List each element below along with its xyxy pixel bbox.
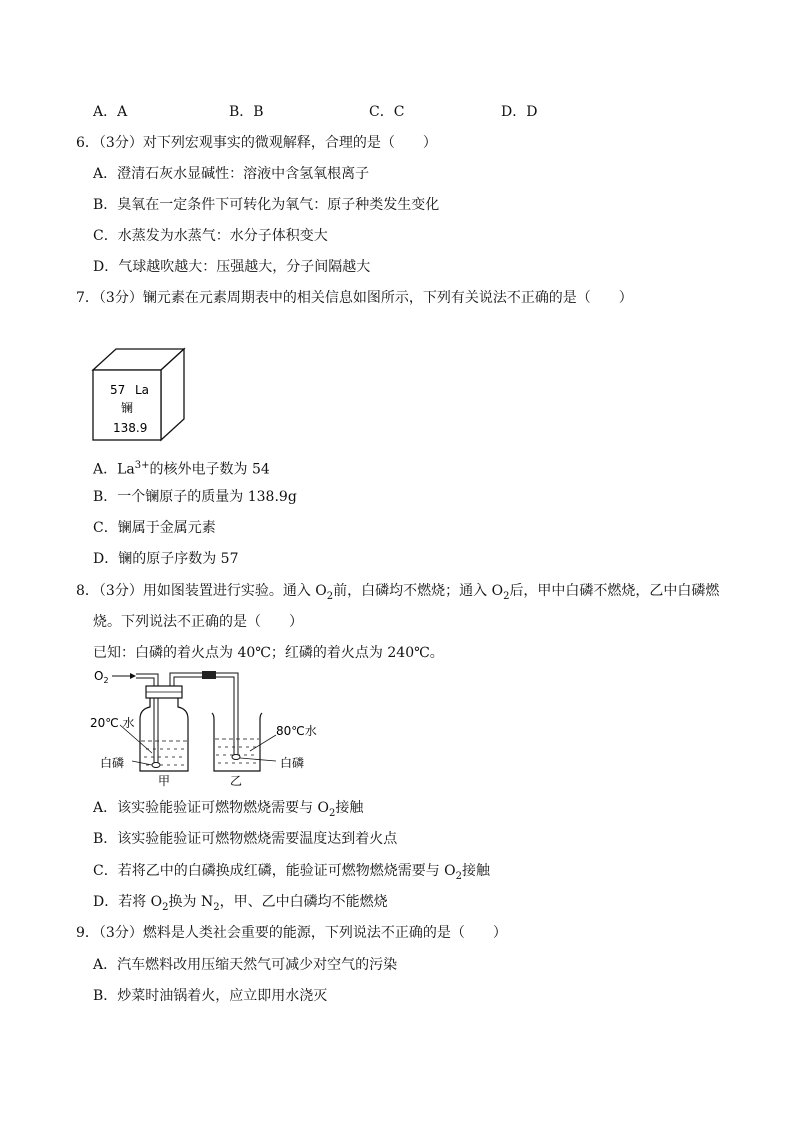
element-name: 镧 (121, 401, 134, 415)
element-cell-diagram (90, 346, 190, 446)
q8-stem-line1: 8．（3分）用如图装置进行实验。通入 $O_2$前，白磷均不燃烧；通入 $O_2$后，甲中白磷不燃烧，乙中白磷燃 (76, 583, 720, 602)
q9-option-a: A．汽车燃料改用压缩天然气可减少对空气的污染 (93, 957, 398, 973)
q9-option-b: B．炒菜时油锅着火，应立即用水浇灭 (93, 988, 328, 1004)
q6-option-b: B．臭氧在一定条件下可转化为氧气：原子种类发生变化 (93, 197, 440, 213)
la-charge: 3+ (134, 460, 150, 471)
element-atomic-mass: 138.9 (113, 421, 148, 435)
q5-option-b: B．B (229, 104, 264, 120)
q8-option-d: D．若将 $O_2$换为 $N_2$，甲、乙中白磷均不能燃烧 (93, 894, 388, 913)
q6-stem: 6．（3分）对下列宏观事实的微观解释，合理的是（ ） (76, 135, 437, 151)
jia-label: 甲 (158, 774, 171, 788)
rubber-joint (202, 671, 216, 679)
element-symbol: La (135, 383, 150, 397)
q8-option-c: C．若将乙中的白磷换成红磷，能验证可燃物燃烧需要与 $O_2$接触 (93, 863, 491, 882)
q7-stem: 7．（3分）镧元素在元素周期表中的相关信息如图所示，下列有关说法不正确的是（ ） (76, 290, 633, 306)
left-water-label: 20℃ 水 (90, 716, 135, 730)
q6-option-d: D．气球越吹越大：压强越大，分子间隔越大 (93, 259, 371, 275)
q6-option-c: C．水蒸发为水蒸气：水分子体积变大 (93, 228, 328, 244)
q7-option-c: C．镧属于金属元素 (93, 520, 216, 536)
q7-option-a: A．$La^{3+}$的核外电子数为 54 (93, 460, 270, 478)
q8-known: 已知：白磷的着火点为 40℃；红磷的着火点为 240℃。 (93, 645, 444, 661)
right-water-label: 80℃水 (276, 724, 317, 738)
element-atomic-number: 57 (110, 383, 126, 397)
white-phosphorus-jia (152, 763, 160, 768)
q8-option-a: A．该实验能验证可燃物燃烧需要与 $O_2$接触 (93, 800, 364, 819)
white-phosphorus-yi (232, 755, 240, 760)
q7-option-d: D．镧的原子序数为 57 (93, 551, 239, 567)
q5-option-c: C．C (369, 104, 405, 120)
yi-label: 乙 (230, 774, 243, 788)
left-phosphorus-label: 白磷 (100, 756, 125, 770)
bottle-jia (140, 698, 188, 771)
q5-option-a: A．A (93, 104, 128, 120)
o2-label: $O_2$ (94, 669, 109, 685)
q8-option-b: B．该实验能验证可燃物燃烧需要温度达到着火点 (93, 831, 398, 847)
q7-option-b: B．一个镧原子的质量为 138.9g (93, 489, 297, 505)
combustion-apparatus-diagram (90, 663, 350, 791)
beaker-yi (212, 713, 262, 771)
q9-stem: 9．（3分）燃料是人类社会重要的能源，下列说法不正确的是（ ） (76, 925, 507, 941)
right-phosphorus-label: 白磷 (280, 756, 305, 770)
o2-arrowhead (130, 673, 136, 679)
q8-stem-line2: 烧。下列说法不正确的是（ ） (93, 614, 303, 630)
q6-option-a: A．澄清石灰水显碱性：溶液中含氢氧根离子 (93, 166, 370, 182)
water-jia (141, 741, 187, 765)
q5-option-d: D．D (501, 104, 538, 120)
